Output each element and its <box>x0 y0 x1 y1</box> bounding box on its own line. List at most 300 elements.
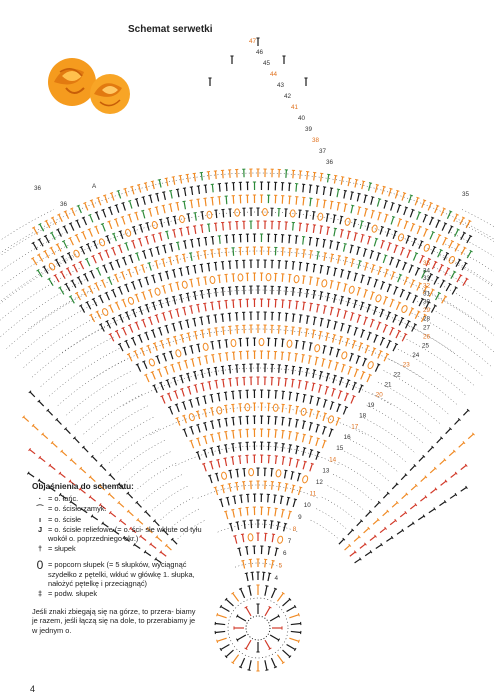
stitch-mark <box>397 530 403 534</box>
stitch-top <box>158 327 161 328</box>
stitch-mark <box>394 245 397 253</box>
stitch-top <box>86 301 89 302</box>
stitch-mark <box>413 296 416 303</box>
stitch-mark <box>455 419 460 424</box>
stitch-mark <box>457 275 461 282</box>
wing-chain-arc <box>344 451 389 482</box>
stitch-top <box>345 311 348 312</box>
stitch-mark <box>215 262 216 270</box>
stitch-top <box>353 395 356 396</box>
stitch-mark <box>283 457 284 465</box>
stitch-mark <box>205 423 207 431</box>
stitch-mark <box>136 213 138 221</box>
wing-chain-arc <box>451 233 494 301</box>
stitch-mark <box>351 396 354 403</box>
stitch-mark <box>293 314 294 322</box>
stitch-mark <box>129 270 132 278</box>
stitch-mark <box>289 353 290 361</box>
stitch-top <box>313 290 316 291</box>
stitch-mark <box>462 263 466 270</box>
stitch-mark <box>153 275 155 283</box>
stitch-top <box>207 382 210 383</box>
stitch-top <box>317 411 320 412</box>
stitch-top <box>176 418 179 419</box>
stitch-top <box>362 275 365 276</box>
stitch-top <box>386 269 389 270</box>
stitch-mark <box>133 310 136 317</box>
stitch-mark <box>377 253 379 261</box>
stitch-mark <box>62 451 67 456</box>
stitch-top <box>189 306 192 307</box>
stitch-mark <box>205 436 207 444</box>
wing-chain-arc <box>311 520 339 539</box>
stitch-mark <box>440 281 444 288</box>
stitch-mark <box>436 220 439 227</box>
stitch-mark <box>303 237 304 245</box>
stitch-top <box>351 245 354 246</box>
stitch-top <box>186 227 189 228</box>
stitch-top <box>155 207 158 208</box>
stitch-mark <box>225 458 227 466</box>
stitch-mark <box>113 290 116 297</box>
stitch-mark <box>142 265 144 273</box>
stitch-mark <box>150 249 152 257</box>
popcorn-mark <box>317 213 323 221</box>
stitch-top <box>174 391 177 392</box>
popcorn-mark <box>216 406 222 414</box>
stitch-top <box>324 413 327 414</box>
stitch-top <box>128 214 131 215</box>
stitch-mark <box>202 330 203 338</box>
stitch-mark <box>367 333 370 340</box>
stitch-top <box>449 211 452 212</box>
stitch-mark <box>218 460 220 468</box>
legend-text: = o. ścisłe <box>48 514 82 524</box>
stitch-mark <box>234 496 235 504</box>
stitch-top <box>193 371 196 372</box>
stitch-mark <box>215 487 217 495</box>
stitch-mark <box>227 353 228 361</box>
stitch-mark <box>247 547 248 555</box>
stitch-top <box>88 214 91 215</box>
stitch-top <box>210 448 213 449</box>
stitch-top <box>142 197 145 198</box>
stitch-mark <box>226 599 233 606</box>
stitch-top <box>372 210 375 211</box>
stitch-mark <box>361 275 363 283</box>
stitch-mark <box>376 545 382 549</box>
stitch-top <box>189 399 192 400</box>
round-number-label: 26 <box>423 333 431 341</box>
stitch-mark <box>250 559 251 567</box>
stitch-top <box>265 670 268 671</box>
stitch-mark <box>264 520 265 528</box>
stitch-top <box>131 240 134 241</box>
stitch-mark <box>430 218 433 225</box>
stitch-mark <box>421 477 426 482</box>
stitch-top <box>223 458 226 459</box>
stitch-top <box>330 429 333 430</box>
stitch-top <box>210 408 213 409</box>
stitch-top <box>135 198 138 199</box>
stitch-mark <box>123 258 126 266</box>
stitch-mark <box>119 344 123 351</box>
stitch-mark <box>324 253 325 261</box>
legend-row-popcorn <box>32 560 202 588</box>
stitch-top <box>302 341 305 342</box>
stitch-mark <box>117 331 120 338</box>
stitch-top <box>423 200 426 201</box>
stitch-mark <box>299 367 300 375</box>
stitch-mark <box>275 391 276 399</box>
stitch-mark <box>243 561 245 569</box>
stitch-mark <box>219 341 220 349</box>
stitch-mark <box>327 227 328 235</box>
stitch-mark <box>334 176 335 184</box>
stitch-mark <box>310 464 313 472</box>
stitch-top <box>419 226 422 227</box>
stitch-mark <box>381 241 383 249</box>
stitch-mark <box>407 250 410 257</box>
stitch-mark <box>278 483 279 491</box>
stitch-top <box>92 298 95 299</box>
stitch-mark <box>96 283 99 290</box>
stitch-mark <box>387 243 390 251</box>
stitch-mark <box>271 521 272 529</box>
stitch-mark <box>215 624 225 625</box>
stitch-mark <box>129 354 132 361</box>
stitch-top <box>337 349 340 350</box>
stitch-mark <box>153 235 155 243</box>
stitch-top <box>317 424 320 425</box>
stitch-top <box>341 230 344 231</box>
wing-chain-arc <box>0 256 76 321</box>
stitch-top <box>419 283 422 284</box>
chain-arc <box>62 290 454 352</box>
stitch-mark <box>57 244 61 251</box>
stitch-mark <box>236 483 237 491</box>
stitch-mark <box>123 203 125 211</box>
stitch-mark <box>348 178 350 186</box>
stitch-mark <box>265 533 266 541</box>
stitch-mark <box>419 456 424 461</box>
stitch-mark <box>167 380 170 388</box>
stitch-mark <box>120 231 123 239</box>
stitch-top <box>329 360 332 361</box>
stitch-mark <box>212 421 214 429</box>
stitch-mark <box>198 252 199 260</box>
stitch-mark <box>33 243 37 250</box>
stitch-mark <box>348 367 351 375</box>
stitch-mark <box>166 178 168 186</box>
stitch-mark <box>415 268 418 275</box>
round-number-label: 31 <box>423 290 431 298</box>
stitch-mark <box>152 372 155 379</box>
stitch-mark <box>309 450 311 458</box>
popcorn-mark <box>277 536 283 544</box>
stitch-mark <box>136 199 138 207</box>
stitch-mark <box>397 205 400 213</box>
stitch-top <box>179 268 182 269</box>
stitch-top <box>215 473 218 474</box>
stitch-mark <box>39 401 44 406</box>
stitch-mark <box>167 231 169 239</box>
stitch-top <box>200 290 203 291</box>
stitch-top <box>135 322 138 323</box>
stitch-top <box>202 463 205 464</box>
stitch-top <box>306 316 309 317</box>
stitch-mark <box>157 194 159 202</box>
stitch-top <box>337 202 340 203</box>
stitch-mark <box>305 382 307 390</box>
stitch-mark <box>407 293 410 300</box>
stitch-mark <box>451 272 455 279</box>
stitch-top <box>55 259 58 261</box>
stitch-mark <box>441 481 447 485</box>
stitch-mark <box>367 305 370 313</box>
stitch-top <box>372 265 375 266</box>
stitch-mark <box>398 219 401 227</box>
stitch-mark <box>237 326 238 334</box>
stitch-mark <box>229 484 231 492</box>
stitch-mark <box>85 274 89 281</box>
stitch-top <box>296 433 299 434</box>
stitch-mark <box>159 328 161 336</box>
stitch-mark <box>199 357 201 365</box>
stitch-mark <box>198 239 199 247</box>
stitch-mark <box>198 344 200 352</box>
stitch-mark <box>359 385 362 392</box>
stitch-mark <box>387 229 389 237</box>
stitch-mark <box>314 317 315 325</box>
popcorn-mark <box>188 413 195 421</box>
stitch-mark <box>354 273 356 281</box>
stitch-mark <box>393 315 396 322</box>
stitch-top <box>187 386 190 387</box>
stitch-mark <box>455 229 459 236</box>
round-number-label: 29 <box>423 307 431 315</box>
stitch-top <box>446 252 449 253</box>
stitch-top <box>148 208 151 209</box>
stitch-mark <box>281 496 282 504</box>
stitch-mark <box>218 393 219 401</box>
stitch-top <box>141 265 144 266</box>
stitch-mark <box>106 293 109 300</box>
stitch-mark <box>246 573 248 581</box>
stitch-top <box>88 286 91 287</box>
stitch-mark <box>338 256 340 264</box>
stitch-top <box>196 278 199 279</box>
stitch-mark <box>296 406 297 414</box>
stitch-mark <box>265 586 267 596</box>
stitch-top <box>372 319 375 320</box>
stitch-mark <box>364 317 367 325</box>
stitch-top <box>105 250 108 251</box>
stitch-top <box>117 190 120 191</box>
stitch-mark <box>226 183 227 191</box>
stitch-mark <box>326 333 328 341</box>
stitch-mark <box>81 247 84 254</box>
stitch-mark <box>310 238 311 246</box>
stitch-mark <box>143 197 145 205</box>
stitch-mark <box>133 282 136 290</box>
stitch-mark <box>174 378 177 386</box>
stitch-mark <box>237 365 238 373</box>
stitch-mark <box>310 396 312 404</box>
stitch-top <box>95 212 98 213</box>
stitch-top <box>348 178 351 179</box>
stitch-mark <box>154 385 157 392</box>
stitch-top <box>320 292 323 293</box>
stitch-top <box>85 258 88 259</box>
stitch-mark <box>230 287 231 295</box>
stitch-mark <box>217 638 227 641</box>
stitch-top <box>107 221 110 222</box>
stitch-mark <box>44 267 48 274</box>
stitch-mark <box>177 282 179 290</box>
stitch-mark <box>46 221 50 228</box>
stitch-top <box>162 245 165 246</box>
stitch-top <box>409 250 412 251</box>
stitch-top <box>416 197 419 198</box>
stitch-mark <box>230 209 231 217</box>
stitch-mark <box>173 177 174 185</box>
stitch-mark <box>209 224 210 232</box>
stitch-mark <box>167 298 169 306</box>
stitch-mark <box>184 307 186 315</box>
stitch-mark <box>336 418 339 425</box>
stitch-top <box>172 177 175 178</box>
stitch-mark <box>282 510 284 518</box>
round-number-label: 12 <box>315 478 323 486</box>
slip-stitch-symbol: ⌒ <box>36 504 44 514</box>
stitch-mark <box>374 307 377 315</box>
stitch-mark <box>230 379 231 387</box>
stitch-top <box>442 280 445 282</box>
stitch-mark <box>341 230 343 238</box>
stitch-mark <box>378 267 381 275</box>
stitch-top <box>369 374 372 375</box>
stitch-mark <box>265 607 270 616</box>
stitch-mark <box>76 235 79 242</box>
stitch-top <box>330 347 333 348</box>
stitch-mark <box>461 465 467 469</box>
stitch-top <box>166 338 169 339</box>
stitch-mark <box>166 272 168 280</box>
stitch-top <box>138 335 141 336</box>
stitch-mark <box>447 211 450 218</box>
stitch-mark <box>404 207 407 215</box>
stitch-mark <box>219 420 220 428</box>
stitch-top <box>344 284 347 285</box>
stitch-mark <box>247 455 248 463</box>
stitch-mark <box>435 206 438 213</box>
stitch-top <box>389 284 392 285</box>
stitch-top <box>390 188 393 189</box>
stitch-mark <box>340 216 342 224</box>
stitch-top <box>96 268 99 269</box>
stitch-top <box>292 485 295 486</box>
stitch-mark <box>401 475 406 480</box>
stitch-mark <box>221 499 223 507</box>
stitch-mark <box>372 348 375 355</box>
popcorn-symbol: 0 <box>36 558 44 573</box>
stitch-top <box>159 219 162 220</box>
stitch-mark <box>248 494 249 502</box>
stitch-top <box>434 305 437 307</box>
stitch-mark <box>460 218 464 225</box>
stitch-top <box>388 228 391 229</box>
stitch-top <box>128 200 131 201</box>
stitch-top <box>379 212 382 213</box>
stitch-mark <box>66 429 71 434</box>
stitch-top <box>214 367 217 368</box>
stitch-top <box>312 330 315 331</box>
stitch-top <box>99 324 102 325</box>
stitch-mark <box>81 468 86 473</box>
stitch-mark <box>371 292 374 300</box>
legend-row-relief <box>32 525 202 543</box>
stitch-top <box>197 357 200 358</box>
stitch-top <box>182 307 185 308</box>
stitch-top <box>241 560 244 561</box>
stitch-mark <box>100 296 103 303</box>
stitch-mark <box>191 200 192 208</box>
stitch-top <box>120 272 123 273</box>
stitch-mark <box>428 203 431 210</box>
stitch-top <box>265 586 268 587</box>
stitch-top <box>357 247 360 248</box>
stitch-mark <box>364 195 366 203</box>
stitch-top <box>360 343 363 344</box>
stitch-mark <box>350 552 356 556</box>
stitch-mark <box>342 365 344 373</box>
stitch-top <box>165 178 168 179</box>
stitch-top <box>367 223 370 224</box>
stitch-top <box>122 327 125 328</box>
stitch-mark <box>430 468 435 473</box>
stitch-mark <box>293 170 294 178</box>
stitch-top <box>425 229 428 230</box>
stitch-top <box>327 373 330 374</box>
stitch-top <box>338 418 341 419</box>
stitch-top <box>365 208 368 209</box>
stitch-mark <box>403 263 406 270</box>
popcorn-mark <box>175 349 182 357</box>
stitch-mark <box>303 395 305 403</box>
stitch-top <box>111 247 114 248</box>
stitch-top <box>192 318 195 319</box>
stitch-top <box>347 338 350 339</box>
stitch-mark <box>292 327 293 335</box>
stitch-top <box>462 217 465 218</box>
stitch-mark <box>410 210 413 218</box>
round-number-label: 40 <box>298 115 306 122</box>
stitch-top <box>183 347 186 348</box>
stitch-mark <box>436 293 440 300</box>
stitch-mark <box>195 332 197 340</box>
stitch-mark <box>137 364 140 371</box>
stitch-mark <box>286 209 287 217</box>
stitch-mark <box>328 174 329 182</box>
stitch-mark <box>202 212 203 220</box>
stitch-top <box>207 368 210 369</box>
stitch-top <box>296 446 299 447</box>
stitch-top <box>190 239 193 240</box>
stitch-top <box>209 461 212 462</box>
stitch-mark <box>300 289 301 297</box>
stitch-mark <box>106 250 109 257</box>
